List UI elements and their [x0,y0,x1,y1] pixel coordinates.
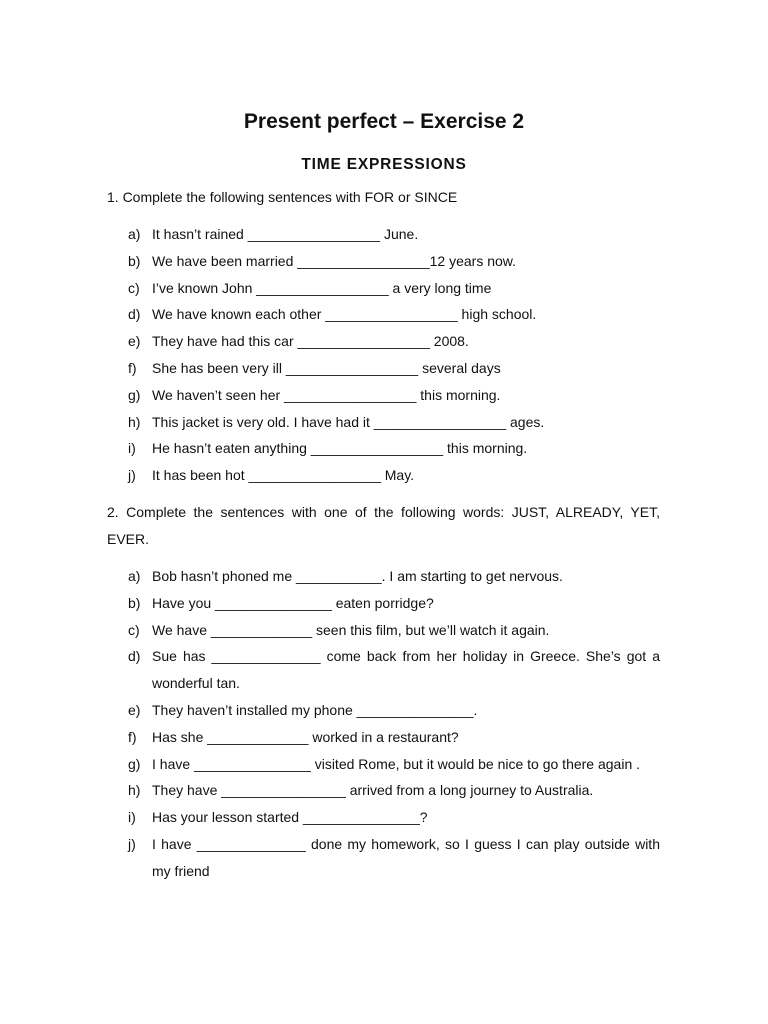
item-text: We have been married _________________12 years now. [152,252,517,269]
item-label: b) [128,252,141,269]
exercise-1-item [128,301,660,328]
exercise-2-item [128,724,660,751]
item-text: We haven’t seen her _________________ this morning. [152,386,501,403]
item-text: We have known each other _________________ high school. [152,306,537,323]
item-text: They have had this car _________________ 2008. [152,333,469,350]
exercise-1-item [128,221,660,248]
item-text: She has been very ill _________________ several days [152,359,501,376]
item-text: I’ve known John _________________ a very long time [152,279,492,296]
item-text: Has your lesson started _______________? [152,809,428,826]
item-text: This jacket is very old. I have had it _________________ ages. [152,413,545,430]
item-label: g) [128,386,141,403]
page-title: Present perfect – Exercise 2 [243,110,525,133]
item-label: i) [128,440,136,457]
item-text: It hasn’t rained _________________ June. [152,226,419,242]
item-text: They haven’t installed my phone _______________. [152,701,478,718]
item-label: a) [128,226,141,242]
item-text: Bob hasn’t phoned me ___________. I am starting to get nervous. [152,568,563,584]
exercise-2-item [128,751,660,778]
item-label: h) [128,413,141,430]
item-label: j) [128,835,136,852]
item-text: Sue has ______________ come back from her holiday in Greece. She’s got a wonderful tan. [152,648,660,692]
item-label: j) [128,467,136,484]
item-label: f) [128,728,137,745]
item-text: They have ________________ arrived from a long journey to Australia. [152,782,594,799]
exercise-1-item [128,409,660,436]
item-label: d) [128,306,141,323]
item-text: He hasn’t eaten anything _________________ this morning. [152,440,528,457]
item-text: Have you _______________ eaten porridge? [152,594,434,611]
item-label: h) [128,782,141,799]
exercise-1-item [128,328,660,355]
exercise-1-item [128,462,660,489]
item-text: It has been hot _________________ May. [152,467,415,484]
exercise-1-instruction: 1. Complete the following sentences with FOR or SINCE [107,189,458,205]
exercise-1-item [128,382,660,409]
exercise-2-item [128,697,660,724]
item-label: e) [128,701,141,718]
exercise-1-item [128,275,660,302]
exercise-2-item [128,617,660,644]
exercise-2-item [128,643,660,697]
exercise-2-item [128,590,660,617]
exercise-1-list [128,221,660,489]
exercise-2-item [128,563,660,590]
item-label: i) [128,809,136,826]
item-label: c) [128,279,140,296]
item-text: Has she _____________ worked in a restaurant? [152,728,459,745]
section-heading: TIME EXPRESSIONS [301,156,467,173]
item-label: b) [128,594,141,611]
exercise-2-item [128,831,660,885]
exercise-2-list [128,563,660,885]
exercise-2-instruction: 2. Complete the sentences with one of the following words: JUST, ALREADY, YET, EVER. [107,504,660,547]
item-text: I have ______________ done my homework, so I guess I can play outside with my friend [152,835,660,879]
exercise-1-item [128,355,660,382]
exercise-2-item [128,804,660,831]
exercise-1-item [128,248,660,275]
item-label: g) [128,755,141,772]
item-text: I have _______________ visited Rome, but it would be nice to go there again . [152,755,641,772]
item-label: e) [128,333,141,350]
item-label: f) [128,359,137,376]
exercise-2-item [128,777,660,804]
item-label: c) [128,621,140,638]
exercise-1-item [128,435,660,462]
item-text: We have _____________ seen this film, but we’ll watch it again. [152,621,550,638]
item-label: d) [128,648,141,665]
item-label: a) [128,568,141,584]
